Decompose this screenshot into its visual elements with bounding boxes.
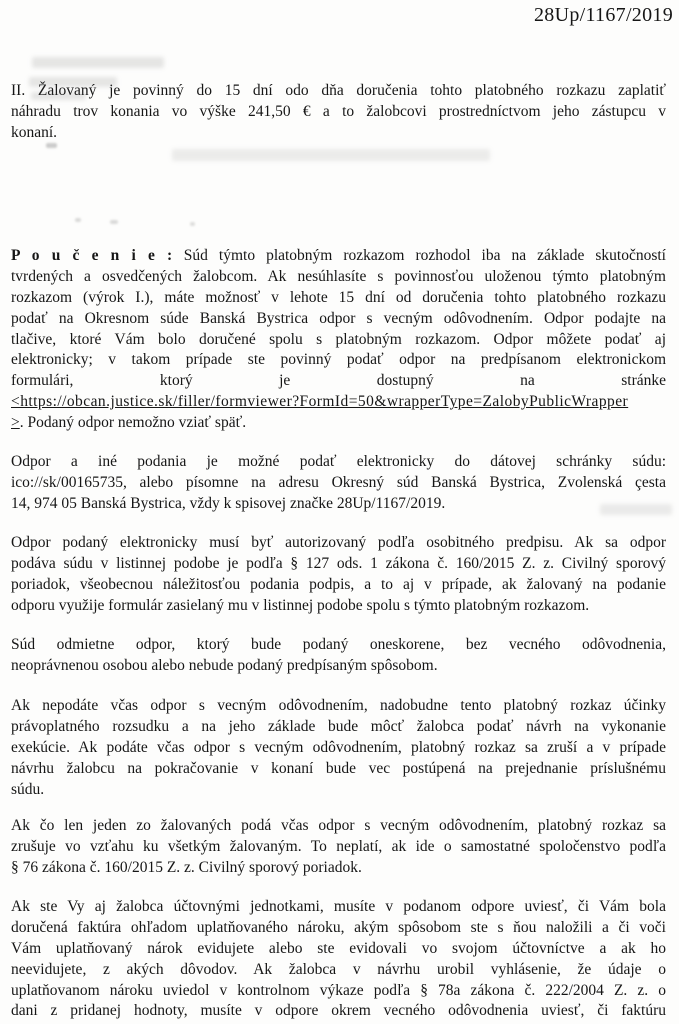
case-number: 28Up/1167/2019 [533, 4, 673, 26]
text-line: súdu. [11, 780, 45, 798]
scan-speck [110, 220, 118, 224]
text-line: poriadok, všeobecnou náležitosťou podania podpis, a to aj v prípade, ak žalovaný na podanie [11, 575, 666, 593]
scan-speck [46, 143, 57, 148]
paragraph-odpor-a-ine-podania [11, 452, 666, 515]
text-line: § 76 zákona č. 160/2015 Z. z. Civilný sporový poriadok. [11, 858, 362, 876]
scan-speck [75, 218, 81, 222]
paragraph-ak-nepodate [11, 696, 666, 800]
paragraph-verdict-ii [11, 81, 666, 144]
text-line: rozkazom (výrok I.), máte možnosť v lehote 15 dní od doručenia tohto platobného rozkazu [11, 288, 666, 306]
paragraph-odpor-podany [11, 533, 666, 617]
text-line: Vám uplatňovaný nárok evidujete alebo ste evidovali vo svojom účtovníctve a ak ho [11, 939, 666, 957]
text-line: dani z pridanej hodnoty, musíte v odpore okrem vecného odôvodnenia uviesť, či faktúru [11, 1002, 666, 1020]
text-line: 14, 974 05 Banská Bystrica, vždy k spisovej značke 28Up/1167/2019. [11, 494, 446, 512]
text-line: Súd odmietne odpor, ktorý bude podaný oneskorene, bez vecného odôvodnenia, [11, 636, 666, 653]
text-line: Ak ste Vy aj žalobca účtovnými jednotkami, musíte v podanom odpore uviesť, či Vám bola [11, 898, 666, 915]
text-line: zrušuje vo vzťahu ku všetkým žalovaným. To neplatí, ak ide o samostatné spoločenstvo podľa [11, 837, 666, 855]
scan-bleedthrough-smudge [172, 149, 490, 161]
text-line: právoplatného rozsudku a na jeho základe bude môcť žalobca podať návrh na vykonanie [11, 717, 666, 735]
text-line: doručená faktúra ohľadom uplatňovaného nároku, akým spôsobom ste s ňou naložili a či voči [11, 918, 666, 936]
text-line: Ak čo len jeden zo žalovaných podá včas odpor s vecným odôvodnením, platobný rozkaz sa [11, 817, 666, 834]
text-line: Odpor a iné podania je možné podať elektronicky do dátovej schránky súdu: [11, 453, 666, 470]
text-line: podáva súdu v listinnej podobe je podľa § 127 ods. 1 zákona č. 160/2015 Z. z. Civilný sporový [11, 554, 666, 572]
scan-bleedthrough-smudge [32, 57, 164, 68]
text-line: odporu využije formulár zasielaný mu v listinnej podobe spolu s týmto platobným rozkazom. [11, 596, 590, 614]
text-line: neevidujete, z akých dôvodov. Ak žalobca v návrhu urobil vyhlásenie, že údaje o [11, 960, 666, 978]
text-line: podať na Okresnom súde Banská Bystrica odpor s vecným odôvodnením. Odpor podajte na [11, 309, 666, 327]
text-line: ico://sk/00165735, alebo písomne na adresu Okresný súd Banská Bystrica, Zvolenská çesta [11, 473, 666, 491]
text-line: návrhu žalobcu na pokračovanie v konaní bude vec postúpená na prejednanie príslušnému [11, 759, 666, 777]
paragraph-poucenie-advisory [11, 246, 666, 434]
text-line: náhradu trov konania vo výške 241,50 € a to žalobcovi prostredníctvom jeho zástupcu v [11, 102, 666, 120]
text-line: elektronicky; v takom prípade ste povinný podať odpor na predpísanom elektronickom [11, 351, 666, 369]
text-line: <https://obcan.justice.sk/filler/formviewer?FormId=50&wrapperType=ZalobyPublicWrapper [11, 393, 629, 411]
paragraph-ak-ste-vy [11, 897, 666, 1022]
text-line: tlačive, ktoré Vám bolo doručené spolu s platobným rozkazom. Odpor môžete podať aj [11, 330, 666, 348]
text-line: uplatňovanom nároku uviedol v kontrolnom výkaze podľa § 78a zákona č. 222/2004 Z. z. o [11, 981, 666, 999]
text-line: Odpor podaný elektronicky musí byť autorizovaný podľa osobitného predpisu. Ak sa odpor [11, 534, 666, 551]
text-line: neoprávnenou osobou alebo nebude podaný predpísaným spôsobom. [11, 656, 438, 674]
paragraph-sud-odmietne [11, 635, 666, 677]
text-line: formulári, ktorý je dostupný na stránke [11, 372, 666, 390]
text-line: II. Žalovaný je povinný do 15 dní odo dňa doručenia tohto platobného rozkazu zaplatiť [11, 82, 666, 99]
paragraph-ak-co-len-jeden [11, 816, 666, 879]
text-line: P o u č e n i e : Súd týmto platobným rozkazom rozhodol iba na základe skutočností [11, 247, 666, 264]
text-line: >. Podaný odpor nemožno vziať späť. [11, 414, 247, 432]
text-line: exekúcie. Ak podáte včas odpor s vecným odôvodnením, platobný rozkaz sa zruší a v prípade [11, 738, 666, 756]
text-line: Ak nepodáte včas odpor s vecným odôvodnením, nadobudne tento platobný rozkaz účinky [11, 697, 666, 714]
scan-speck [190, 222, 195, 226]
text-line: konaní. [11, 123, 58, 141]
text-line: tvrdených a osvedčených žalobcom. Ak nesúhlasíte s povinnosťou uloženou týmto platobným [11, 267, 666, 285]
